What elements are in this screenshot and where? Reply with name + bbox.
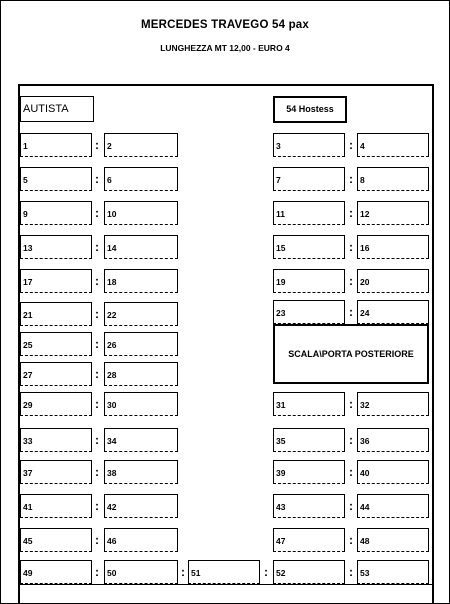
hostess-seat[interactable]: 54 Hostess <box>273 96 347 123</box>
seat-46[interactable]: 46 <box>104 528 178 552</box>
seat-separator: : <box>349 274 353 288</box>
seat-27[interactable]: 27 <box>20 362 92 386</box>
driver-seat[interactable]: AUTISTA <box>20 96 94 122</box>
seat-separator: : <box>95 172 99 186</box>
seat-separator: : <box>95 367 99 381</box>
seat-48[interactable]: 48 <box>357 528 429 552</box>
seat-18[interactable]: 18 <box>104 269 178 293</box>
seat-30[interactable]: 30 <box>104 392 178 416</box>
seat-separator: : <box>95 533 99 547</box>
seat-separator: : <box>264 565 268 579</box>
seat-separator: : <box>349 397 353 411</box>
seat-8[interactable]: 8 <box>357 167 429 191</box>
seat-31[interactable]: 31 <box>273 392 345 416</box>
seat-26[interactable]: 26 <box>104 332 178 356</box>
seat-38[interactable]: 38 <box>104 460 178 484</box>
seat-40[interactable]: 40 <box>357 460 429 484</box>
seat-separator: : <box>95 397 99 411</box>
seat-25[interactable]: 25 <box>20 332 92 356</box>
seat-separator: : <box>95 433 99 447</box>
seat-33[interactable]: 33 <box>20 428 92 452</box>
seat-11[interactable]: 11 <box>273 201 345 225</box>
rear-door-stairs: SCALA\PORTA POSTERIORE <box>273 324 429 384</box>
seat-37[interactable]: 37 <box>20 460 92 484</box>
seat-15[interactable]: 15 <box>273 235 345 259</box>
seat-51[interactable]: 51 <box>188 560 260 584</box>
seat-17[interactable]: 17 <box>20 269 92 293</box>
seat-separator: : <box>349 465 353 479</box>
seat-separator: : <box>95 307 99 321</box>
bus-floor-line <box>18 584 432 585</box>
seat-43[interactable]: 43 <box>273 494 345 518</box>
seat-separator: : <box>95 240 99 254</box>
seat-20[interactable]: 20 <box>357 269 429 293</box>
seat-separator: : <box>95 465 99 479</box>
seat-22[interactable]: 22 <box>104 302 178 326</box>
bus-subtitle: LUNGHEZZA MT 12,00 - EURO 4 <box>160 43 290 53</box>
seat-23[interactable]: 23 <box>273 300 345 324</box>
seat-separator: : <box>349 206 353 220</box>
seat-4[interactable]: 4 <box>357 133 429 157</box>
seat-3[interactable]: 3 <box>273 133 345 157</box>
seat-separator: : <box>95 337 99 351</box>
seat-52[interactable]: 52 <box>273 560 345 584</box>
seat-separator: : <box>95 206 99 220</box>
seat-32[interactable]: 32 <box>357 392 429 416</box>
seat-13[interactable]: 13 <box>20 235 92 259</box>
seat-7[interactable]: 7 <box>273 167 345 191</box>
seat-49[interactable]: 49 <box>20 560 92 584</box>
seat-35[interactable]: 35 <box>273 428 345 452</box>
seat-separator: : <box>349 240 353 254</box>
bus-title: MERCEDES TRAVEGO 54 pax <box>141 19 309 31</box>
seat-separator: : <box>349 565 353 579</box>
seat-separator: : <box>95 274 99 288</box>
seat-39[interactable]: 39 <box>273 460 345 484</box>
seat-separator: : <box>95 565 99 579</box>
seat-separator: : <box>349 499 353 513</box>
seat-29[interactable]: 29 <box>20 392 92 416</box>
seat-16[interactable]: 16 <box>357 235 429 259</box>
seat-separator: : <box>349 533 353 547</box>
seat-10[interactable]: 10 <box>104 201 178 225</box>
seat-34[interactable]: 34 <box>104 428 178 452</box>
seat-47[interactable]: 47 <box>273 528 345 552</box>
seat-12[interactable]: 12 <box>357 201 429 225</box>
seat-44[interactable]: 44 <box>357 494 429 518</box>
seat-separator: : <box>349 433 353 447</box>
seat-14[interactable]: 14 <box>104 235 178 259</box>
seat-21[interactable]: 21 <box>20 302 92 326</box>
seat-45[interactable]: 45 <box>20 528 92 552</box>
seat-24[interactable]: 24 <box>357 300 429 324</box>
seat-28[interactable]: 28 <box>104 362 178 386</box>
seat-50[interactable]: 50 <box>104 560 178 584</box>
seat-42[interactable]: 42 <box>104 494 178 518</box>
seat-separator: : <box>349 305 353 319</box>
seat-5[interactable]: 5 <box>20 167 92 191</box>
seat-6[interactable]: 6 <box>104 167 178 191</box>
seat-53[interactable]: 53 <box>357 560 429 584</box>
seat-41[interactable]: 41 <box>20 494 92 518</box>
seat-1[interactable]: 1 <box>20 133 92 157</box>
seat-2[interactable]: 2 <box>104 133 178 157</box>
seat-separator: : <box>181 565 185 579</box>
seat-19[interactable]: 19 <box>273 269 345 293</box>
seat-separator: : <box>349 172 353 186</box>
seat-9[interactable]: 9 <box>20 201 92 225</box>
seat-separator: : <box>349 138 353 152</box>
seat-separator: : <box>95 499 99 513</box>
seat-36[interactable]: 36 <box>357 428 429 452</box>
seat-separator: : <box>95 138 99 152</box>
